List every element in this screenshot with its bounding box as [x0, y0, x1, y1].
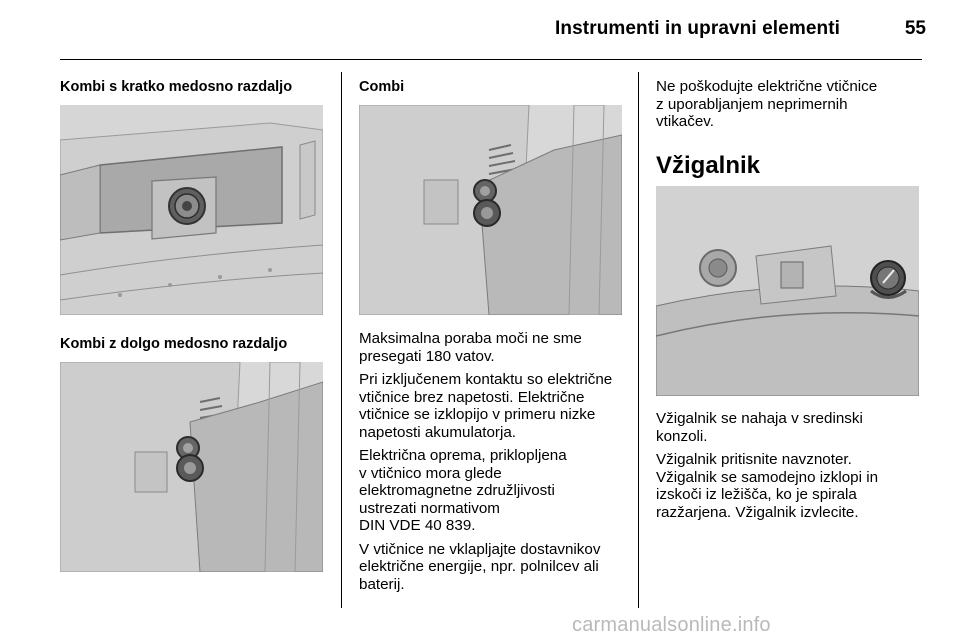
paragraph-ignition-off: Pri izključenem kontaktu so električne vtičnice brez napetosti. Električne vtičnice se izklopijo v primeru nizke napetosti akumulatorja. — [359, 371, 613, 441]
paragraph-lighter-usage: Vžigalnik pritisnite navznoter. Vžigalnik se samodejno izklopi in izskoči iz ležišča, ko je spirala razžarjena. Vžigalnik izvlecite. — [656, 451, 879, 521]
illustration-cigarette-lighter — [656, 186, 919, 396]
lighter-text-block — [656, 410, 926, 527]
section-title-cigarette-lighter: Vžigalnik — [656, 152, 761, 179]
header-rule — [60, 59, 922, 60]
page-number: 55 — [904, 18, 926, 39]
column-divider-2 — [638, 72, 639, 608]
illustration-socket-long-wheelbase — [60, 362, 323, 572]
paragraph-max-power: Maksimalna poraba moči ne sme presegati 180 vatov. — [359, 330, 582, 365]
heading-long-wheelbase: Kombi z dolgo medosno razdaljo — [60, 336, 288, 352]
page-header-title: Instrumenti in upravni elementi — [555, 18, 840, 39]
paragraph-lighter-location: Vžigalnik se nahaja v sredinski konzoli. — [656, 410, 863, 445]
heading-combi: Combi — [359, 79, 405, 95]
paragraph-unsuitable-plugs: Ne poškodujte električne vtičnice z uporabljanjem neprimernih vtikačev. — [656, 78, 878, 130]
paragraph-no-chargers: V vtičnice ne vklapljajte dostavnikov električne energije, npr. polnilcev ali baterij. — [359, 540, 601, 593]
column3-intro — [656, 78, 926, 137]
illustration-socket-short-wheelbase — [60, 105, 323, 315]
illustration-socket-combi — [359, 105, 622, 315]
watermark: carmanualsonline.info — [572, 614, 771, 636]
paragraph-emc-standard: Električna oprema, priklopljena v vtičnico mora glede elektromagnetne združljivosti ustrezati normativom DIN VDE 40 839. — [359, 447, 567, 534]
heading-short-wheelbase: Kombi s kratko medosno razdaljo — [60, 79, 293, 95]
column-divider-1 — [341, 72, 342, 608]
combi-text-block — [359, 330, 631, 599]
